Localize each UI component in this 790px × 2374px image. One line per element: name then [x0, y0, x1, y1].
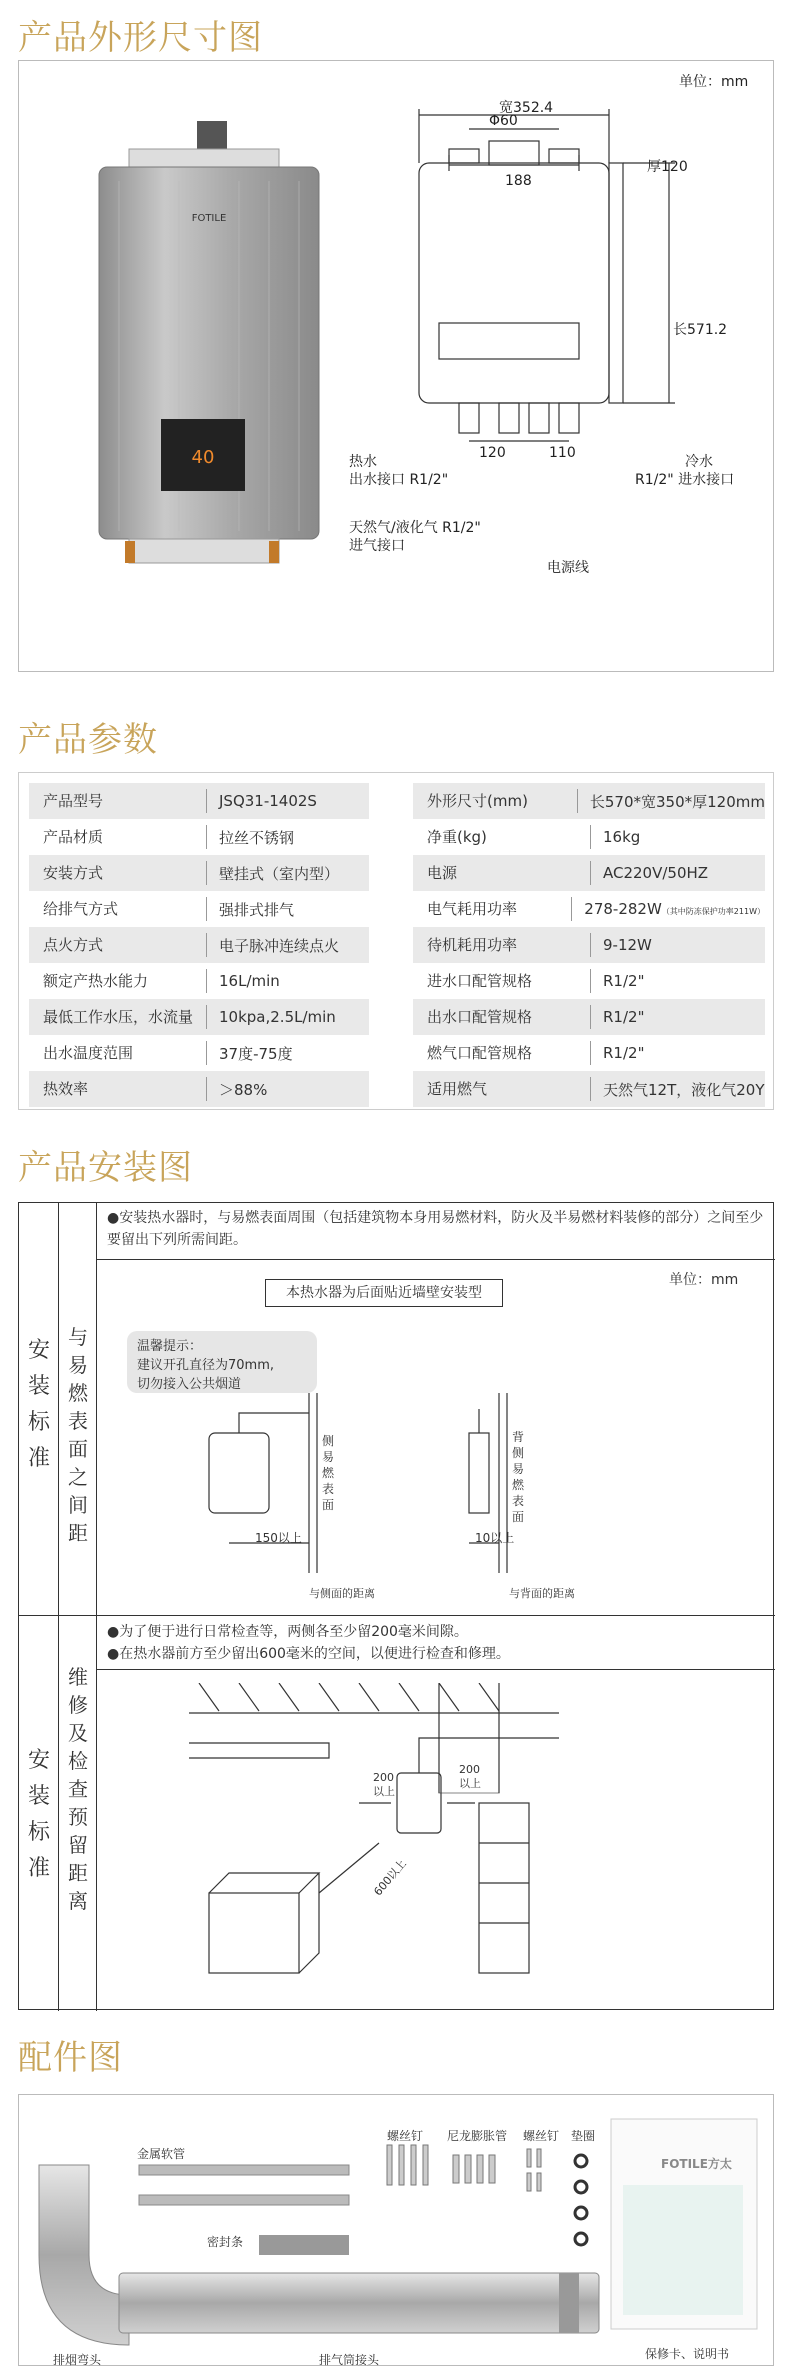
- param-value-text: AC220V/50HZ: [603, 864, 709, 882]
- param-value: [591, 1079, 765, 1100]
- param-value: [591, 936, 652, 954]
- side-surface-label: 侧易燃表面: [321, 1434, 334, 1512]
- param-key: 燃气口配管规格: [413, 1041, 591, 1065]
- param-key: 适用燃气: [413, 1077, 591, 1101]
- d188-dim: 188: [505, 173, 532, 189]
- param-row: [413, 1071, 765, 1107]
- param-row: [413, 891, 765, 927]
- d110-dim: 110: [549, 445, 576, 461]
- param-row: [29, 963, 369, 999]
- param-key: 净重(kg): [413, 825, 591, 849]
- param-value: [207, 827, 294, 848]
- part1-unit: 单位：mm: [669, 1272, 739, 1288]
- d10-label: 10以上: [475, 1531, 515, 1545]
- back-surface-label: 背侧易燃表面: [511, 1430, 524, 1524]
- section-title-params: 产品参数: [18, 720, 158, 760]
- width-dim: 宽352.4: [499, 100, 554, 116]
- param-row: [413, 999, 765, 1035]
- heater-brand-text: FOTILE: [191, 213, 227, 224]
- params-table: [18, 772, 774, 1110]
- param-value-text: 10kpa,2.5L/min: [219, 1008, 336, 1026]
- param-key: 给排气方式: [29, 897, 207, 921]
- install-panel: [18, 1202, 774, 2010]
- param-value-text: 天然气12T，液化气20Y: [603, 1080, 765, 1099]
- param-value-text: 9-12W: [603, 936, 652, 954]
- param-value: [591, 1044, 644, 1062]
- param-value-text: 16kg: [603, 828, 641, 846]
- param-value-text: 16L/min: [219, 972, 280, 990]
- param-key: 最低工作水压，水流量: [29, 1005, 207, 1029]
- power-cord-label: 电源线: [547, 560, 589, 576]
- maintenance-drawing: [179, 1683, 619, 1993]
- length-dim: 长571.2: [673, 322, 728, 338]
- gas-inlet-label: 天然气/液化气 R1/2": [349, 520, 481, 536]
- param-row: [29, 1071, 369, 1107]
- param-value: [207, 972, 280, 990]
- back-dist-label: 与背面的距离: [509, 1587, 575, 1600]
- param-row: [29, 819, 369, 855]
- param-value-text: JSQ31-1402S: [219, 792, 317, 810]
- param-value: [591, 864, 708, 882]
- param-row: [413, 927, 765, 963]
- param-value: [207, 1079, 267, 1100]
- dimensions-panel: [18, 60, 774, 672]
- param-row: [29, 999, 369, 1035]
- param-value-text: 电子脉冲连续点火: [219, 936, 340, 955]
- gas-inlet-label2: 进气接口: [349, 538, 405, 554]
- side-dist-label: 与侧面的距离: [309, 1587, 375, 1600]
- d120-dim: 120: [479, 445, 506, 461]
- part1-label: 与易燃表面之间距: [68, 1325, 88, 1545]
- param-value: [572, 900, 765, 918]
- param-value-text: 强排式排气: [219, 900, 295, 919]
- screw-label: 螺丝钉: [387, 2129, 424, 2143]
- param-value: [207, 792, 317, 810]
- param-row: [413, 1035, 765, 1071]
- param-value: [207, 899, 294, 920]
- param-value-text: R1/2": [603, 972, 645, 990]
- d200b-label: 200以上: [459, 1763, 481, 1790]
- param-value: [591, 972, 644, 990]
- cold-inlet-label: 冷水: [685, 454, 713, 470]
- pipe-label: 排气筒接头: [319, 2353, 380, 2367]
- param-value: [591, 828, 640, 846]
- heater-photo: [89, 121, 329, 586]
- tip-line1: 建议开孔直径为70mm,: [137, 1358, 275, 1373]
- param-value-text: R1/2": [603, 1044, 645, 1062]
- accessories-panel: [18, 2094, 774, 2366]
- cold-inlet-label2: R1/2" 进水接口: [635, 472, 735, 488]
- section-title-accessories: 配件图: [18, 2038, 123, 2078]
- hose-label: 金属软管: [137, 2147, 186, 2161]
- param-key: 额定产热水能力: [29, 969, 207, 993]
- param-row: [29, 1035, 369, 1071]
- params-left-column: [29, 783, 369, 1107]
- elbow-label: 排烟弯头: [53, 2353, 102, 2367]
- install-std-label-1: 安装标准: [27, 1338, 50, 1471]
- screw2-label: 螺丝钉: [523, 2129, 560, 2143]
- param-row: [29, 855, 369, 891]
- param-key: 产品型号: [29, 789, 207, 813]
- d200a-label: 200以上: [373, 1771, 395, 1798]
- tip-title: 温馨提示：: [137, 1339, 203, 1354]
- param-value-text: 壁挂式（室内型）: [219, 864, 340, 883]
- param-row: [29, 891, 369, 927]
- param-key: 热效率: [29, 1077, 207, 1101]
- anchor-label: 尼龙膨胀管: [447, 2129, 508, 2143]
- param-row: [29, 783, 369, 819]
- param-row: [413, 963, 765, 999]
- params-right-column: [413, 783, 765, 1107]
- param-value: [578, 791, 765, 812]
- thick-dim: 厚120: [647, 159, 688, 175]
- param-key: 安装方式: [29, 861, 207, 885]
- install-std-label-2: 安装标准: [27, 1748, 50, 1881]
- svg-text:40: 40: [191, 447, 215, 468]
- tip-line2: 切勿接入公共烟道: [137, 1377, 242, 1392]
- param-key: 点火方式: [29, 933, 207, 957]
- manual-brand: FOTILE方太: [661, 2157, 732, 2171]
- hot-outlet-label2: 出水接口 R1/2": [349, 472, 449, 488]
- param-value: [591, 1008, 644, 1026]
- seal-label: 密封条: [207, 2235, 244, 2249]
- unit-label: 单位：mm: [679, 74, 749, 90]
- tip-bubble: [127, 1331, 317, 1393]
- d150-label: 150以上: [255, 1531, 302, 1545]
- param-key: 外形尺寸(mm): [413, 789, 578, 813]
- param-value-text: 拉丝不锈钢: [219, 828, 295, 847]
- param-value-text: 278-282W: [584, 900, 662, 918]
- param-key: 电源: [413, 861, 591, 885]
- param-key: 出水口配管规格: [413, 1005, 591, 1029]
- param-key: 进水口配管规格: [413, 969, 591, 993]
- param-value-text: 37度-75度: [219, 1044, 293, 1063]
- param-value-text: R1/2": [603, 1008, 645, 1026]
- param-key: 电气耗用功率: [413, 897, 572, 921]
- param-row: [29, 927, 369, 963]
- param-row: [413, 855, 765, 891]
- param-value: [207, 1008, 336, 1026]
- washer-label: 垫圈: [571, 2129, 596, 2143]
- param-row: [413, 819, 765, 855]
- param-value: [207, 863, 339, 884]
- param-key: 产品材质: [29, 825, 207, 849]
- section-title-install: 产品安装图: [18, 1148, 193, 1188]
- param-value-text: 长570*宽350*厚120mm: [589, 792, 765, 811]
- part2-label: 维修及检查预留距离: [68, 1665, 88, 1913]
- param-row: [413, 783, 765, 819]
- part2-note2: ●在热水器前方至少留出600毫米的空间，以便进行检查和修理。: [107, 1646, 510, 1662]
- part2-note1: ●为了便于进行日常检查等，两侧各至少留200毫米间隙。: [107, 1624, 468, 1640]
- section-title-dimensions: 产品外形尺寸图: [18, 18, 263, 58]
- manual-label: 保修卡、说明书: [645, 2347, 730, 2361]
- d600-label: 600以上: [371, 1857, 409, 1899]
- param-value: [207, 1043, 293, 1064]
- dimension-drawing: [409, 101, 749, 481]
- param-value: [207, 935, 339, 956]
- part1-box: 本热水器为后面贴近墙壁安装型: [265, 1279, 503, 1307]
- phi-dim: Φ60: [489, 113, 518, 129]
- hot-outlet-label: 热水: [349, 454, 377, 470]
- param-value-text: ＞88%: [219, 1080, 268, 1099]
- param-value-note: （其中防冻保护功率211W）: [661, 907, 765, 916]
- part1-note: ●安装热水器时，与易燃表面周围（包括建筑物本身用易燃材料，防火及半易燃材料装修的部分）之间至少要留出下列所需间距。: [107, 1210, 764, 1248]
- param-key: 出水温度范围: [29, 1041, 207, 1065]
- param-key: 待机耗用功率: [413, 933, 591, 957]
